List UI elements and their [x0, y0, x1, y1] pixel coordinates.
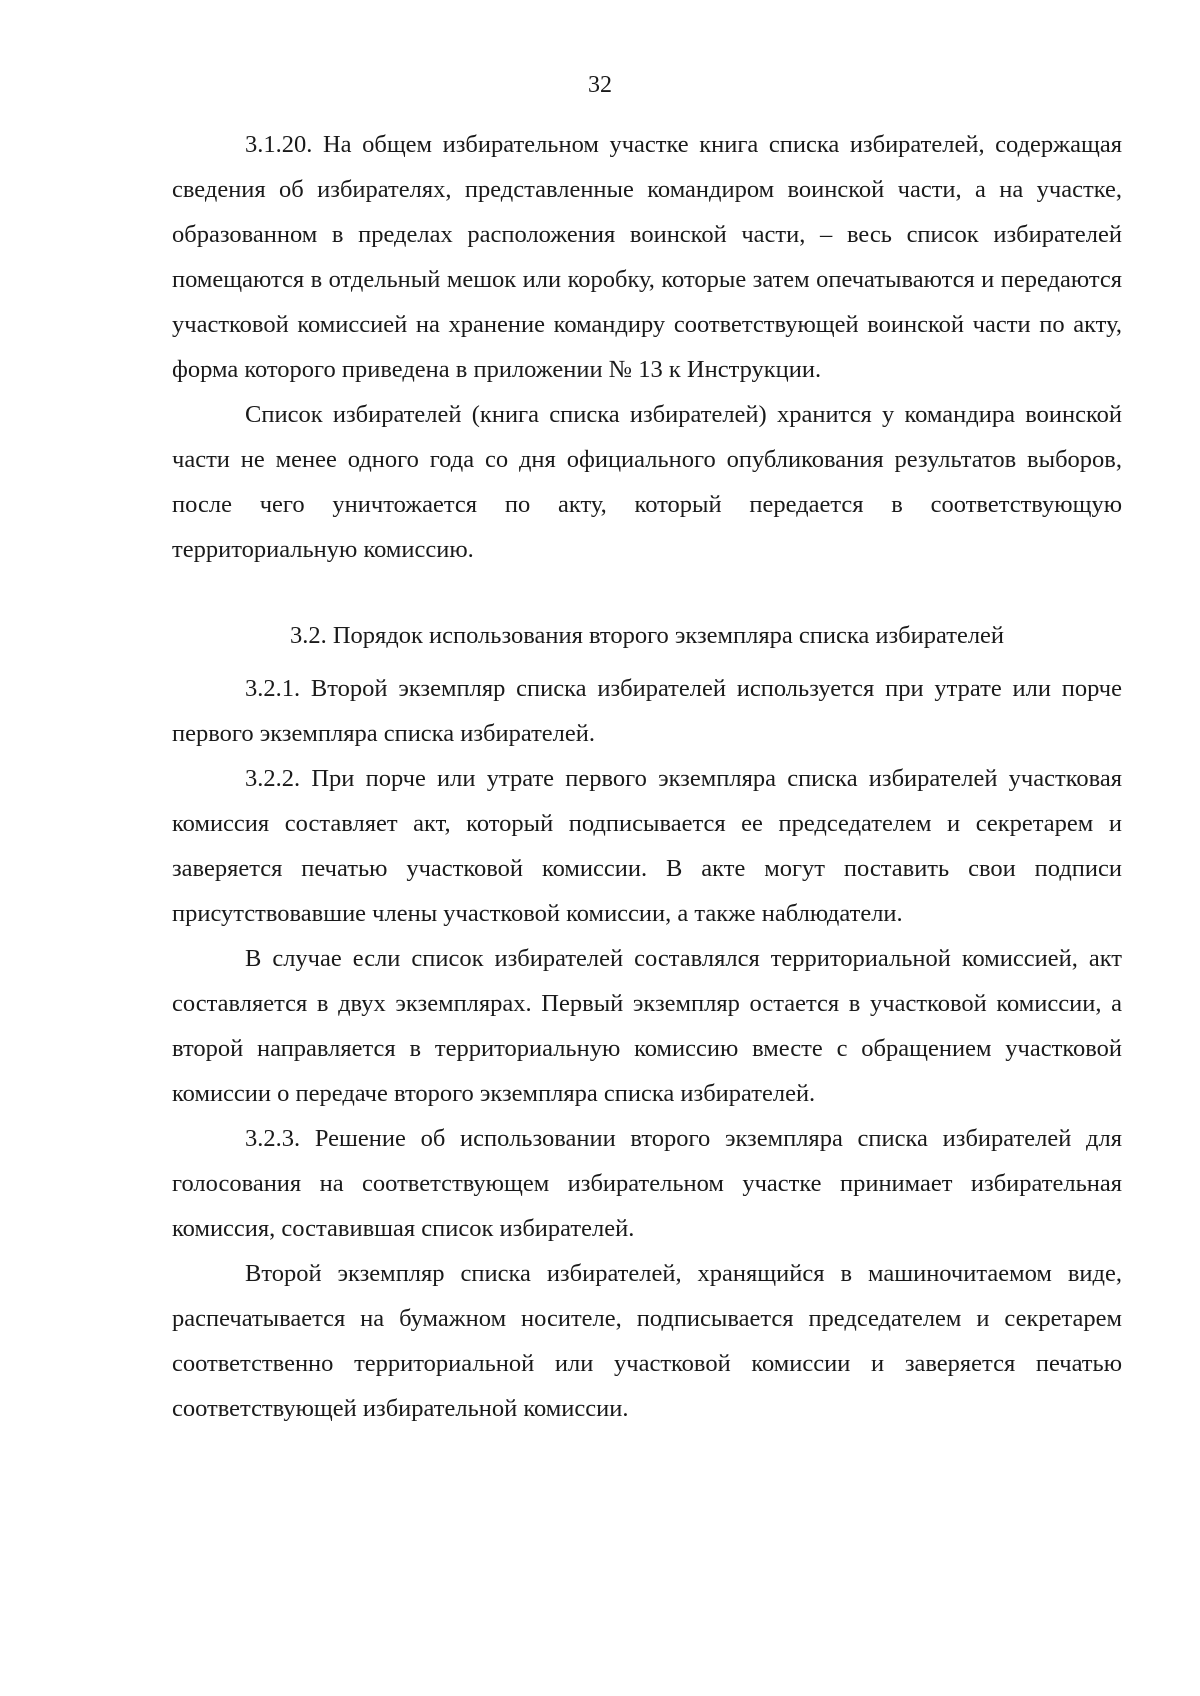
document-body: [172, 122, 1122, 1431]
paragraph-3-2-3: 3.2.3. Решение об использовании второго экземпляра списка избирателей для голосования на соответствующем избирательном участке принимает избирательная комиссия, составившая список избирателей.: [172, 1125, 1122, 1242]
paragraph-territorial-commission: В случае если список избирателей составлялся территориальной комиссией, акт составляется в двух экземплярах. Первый экземпляр остается в участковой комиссии, а второй направляется в территориальную комиссию вместе с обращением участковой комиссии о передаче второго экземпляра списка избирателей.: [172, 945, 1122, 1107]
paragraph-3-1-20: 3.1.20. На общем избирательном участке книга списка избирателей, содержащая сведения об избирателях, представленные командиром воинской части, а на участке, образованном в пределах расположения воинской части, – весь список избирателей помещаются в отдельный мешок или коробку, которые затем опечатываются и передаются участковой комиссией на хранение командиру соответствующей воинской части по акту, форма которого приведена в приложении № 13 к Инструкции.: [172, 131, 1122, 383]
section-heading-3-2: 3.2. Порядок использования второго экземпляра списка избирателей: [289, 622, 1005, 649]
paragraph-3-2-2: 3.2.2. При порче или утрате первого экземпляра списка избирателей участковая комиссия составляет акт, который подписывается ее председателем и секретарем и заверяется печатью участковой комиссии. В акте могут поставить свои подписи присутствовавшие члены участковой комиссии, а также наблюдатели.: [172, 765, 1122, 927]
paragraph-3-2-1: 3.2.1. Второй экземпляр списка избирателей используется при утрате или порче первого экземпляра списка избирателей.: [172, 675, 1122, 747]
paragraph-list-storage: Список избирателей (книга списка избирателей) хранится у командира воинской части не менее одного года со дня официального опубликования результатов выборов, после чего уничтожается по акту, который передается в соответствующую территориальную комиссию.: [172, 401, 1122, 563]
page-number: 32: [588, 72, 612, 98]
paragraph-second-copy-printing: Второй экземпляр списка избирателей, хранящийся в машиночитаемом виде, распечатывается на бумажном носителе, подписывается председателем и секретарем соответственно территориальной или участковой комиссии и заверяется печатью соответствующей избирательной комиссии.: [172, 1260, 1122, 1422]
